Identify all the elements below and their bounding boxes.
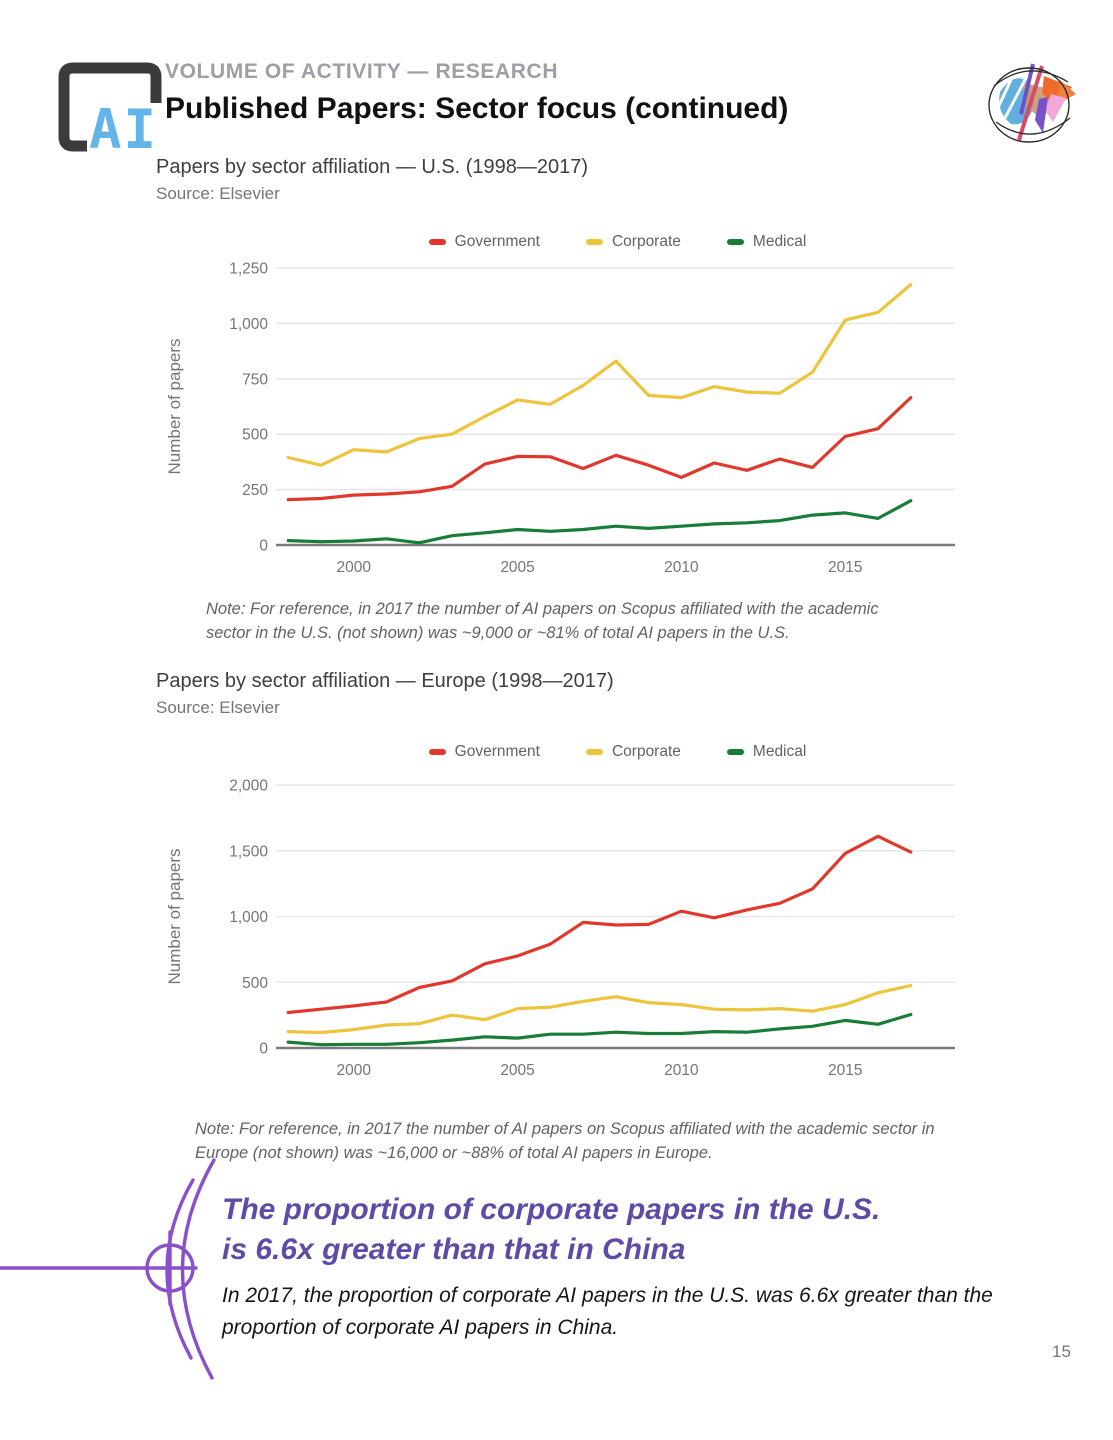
series-line-medical xyxy=(288,501,911,543)
legend-label: Government xyxy=(454,743,540,760)
y-tick-label: 1,250 xyxy=(229,260,268,278)
page-number: 15 xyxy=(1052,1342,1071,1361)
legend-label: Government xyxy=(454,233,540,250)
y-axis-label: Number of papers xyxy=(165,848,184,985)
y-tick-label: 500 xyxy=(242,974,268,992)
page-title: Published Papers: Sector focus (continued) xyxy=(165,92,789,125)
y-tick-label: 1,000 xyxy=(229,909,268,926)
chart-us-plot xyxy=(150,225,960,580)
globe-logo-icon xyxy=(980,52,1080,156)
legend-label: Medical xyxy=(752,233,807,250)
y-tick-label: 750 xyxy=(242,371,268,389)
chart-title-us: Papers by sector affiliation — U.S. (1998—2017) xyxy=(156,156,589,178)
x-tick-label: 2005 xyxy=(500,1062,535,1079)
callout-body: In 2017, the proportion of corporate AI papers in the U.S. was 6.6x greater than the proportion of corporate AI papers in China. xyxy=(222,1284,993,1339)
chart-source-us: Source: Elsevier xyxy=(156,184,280,203)
chart-us xyxy=(150,225,960,580)
chart-europe-plot xyxy=(150,735,960,1090)
x-tick-label: 2005 xyxy=(500,559,535,576)
x-tick-label: 2000 xyxy=(336,559,371,576)
series-line-medical xyxy=(288,1015,911,1045)
section-eyebrow: VOLUME OF ACTIVITY — RESEARCH xyxy=(165,60,559,83)
y-tick-label: 250 xyxy=(242,482,268,500)
chart-note-us: Note: For reference, in 2017 the number of AI papers on Scopus affiliated with the academic sector in the U.S. (not shown) was ~9,000 or ~81% of total AI papers in the U.S. xyxy=(206,600,879,642)
legend-label: Corporate xyxy=(611,743,681,760)
x-tick-label: 2015 xyxy=(827,1062,863,1079)
y-tick-label: 0 xyxy=(259,537,268,555)
series-line-government xyxy=(288,836,911,1012)
chart-title-europe: Papers by sector affiliation — Europe (1998—2017) xyxy=(156,670,614,692)
x-tick-label: 2000 xyxy=(336,1062,371,1079)
x-tick-label: 2010 xyxy=(664,1062,699,1079)
y-tick-label: 1,500 xyxy=(229,843,268,861)
x-tick-label: 2010 xyxy=(664,559,699,576)
y-axis-label: Number of papers xyxy=(165,338,184,475)
x-tick-label: 2015 xyxy=(827,559,863,576)
callout-heading xyxy=(222,1190,880,1270)
y-tick-label: 2,000 xyxy=(229,777,268,795)
callout-heading-line2: is 6.6x greater than that in China xyxy=(222,1233,686,1266)
y-tick-label: 1,000 xyxy=(229,315,268,333)
callout-heading-line1: The proportion of corporate papers in the U.S. xyxy=(222,1193,881,1226)
chart-note-europe: Note: For reference, in 2017 the number of AI papers on Scopus affiliated with the academic sector in Europe (not shown) was ~16,000 or ~88% of total AI papers in Europe. xyxy=(195,1120,935,1162)
ai-index-logo-icon xyxy=(58,62,162,152)
y-tick-label: 500 xyxy=(242,426,268,444)
chart-source-europe: Source: Elsevier xyxy=(156,698,280,717)
crosshair-decoration-icon xyxy=(0,1152,250,1392)
svg-text:AI: AI xyxy=(89,98,159,152)
legend-label: Medical xyxy=(752,743,807,760)
series-line-corporate xyxy=(288,285,911,466)
series-line-government xyxy=(288,398,911,500)
legend-label: Corporate xyxy=(611,233,681,250)
y-tick-label: 0 xyxy=(259,1040,268,1058)
chart-europe xyxy=(150,735,960,1090)
